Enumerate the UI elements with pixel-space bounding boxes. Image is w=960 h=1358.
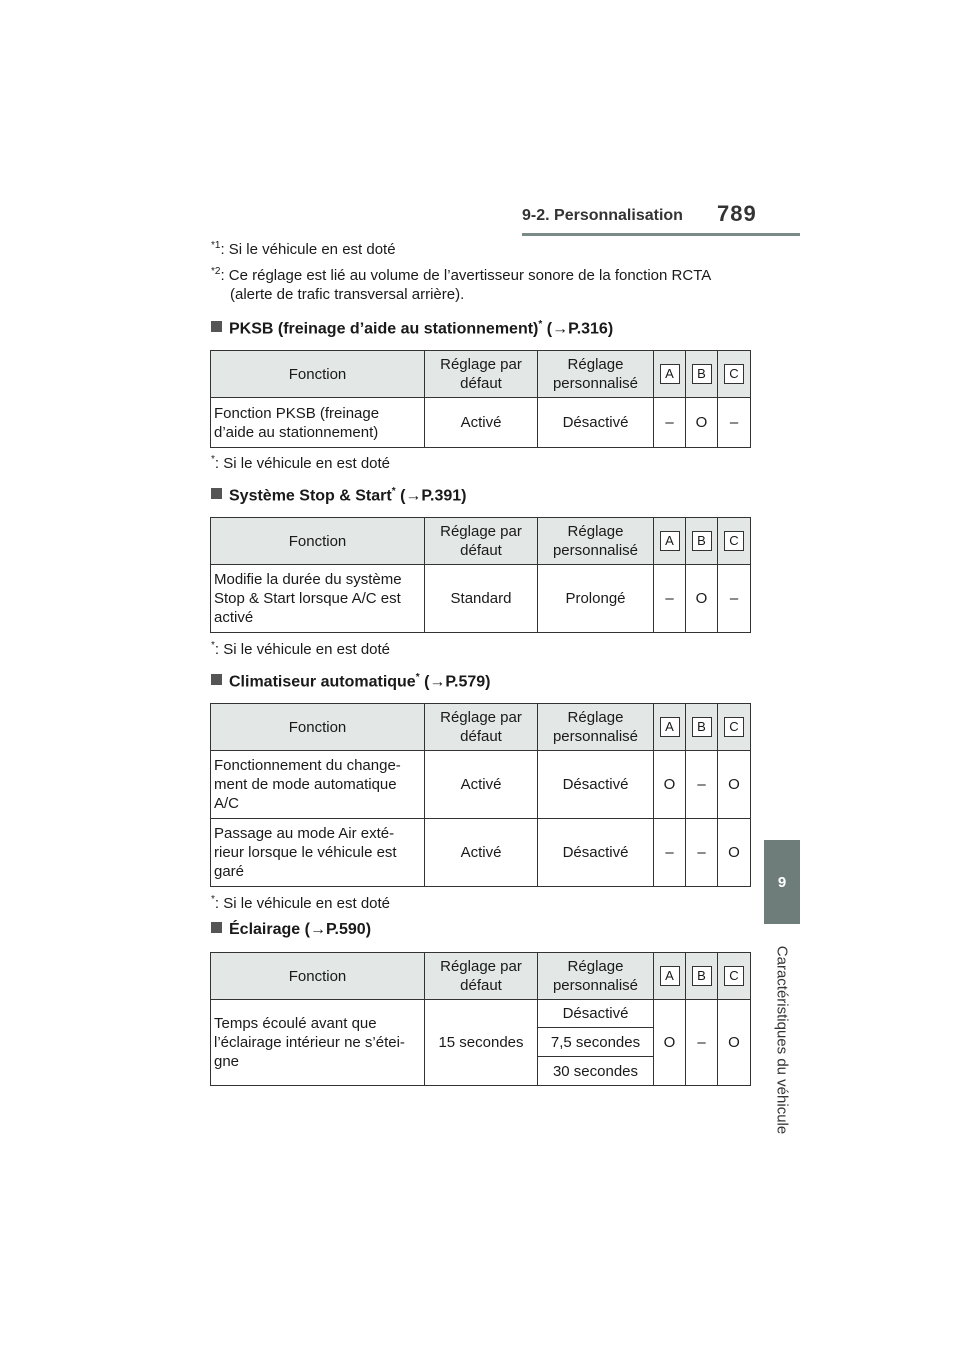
- table-row: [211, 1000, 751, 1028]
- footnote-stop-start: *: Si le véhicule en est doté: [211, 640, 391, 658]
- page-number: 789: [717, 201, 757, 226]
- header-b: [686, 704, 718, 751]
- table-row: [211, 565, 751, 633]
- table-header-row: [211, 518, 751, 565]
- table-row: [211, 398, 751, 448]
- page-reference-link[interactable]: (→P.579): [424, 673, 491, 691]
- header-c: [718, 351, 751, 398]
- section-heading-stop-start: Système Stop & Start* (→P.391): [211, 486, 466, 505]
- header-custom: Réglage personnalisé: [538, 351, 654, 398]
- table-header-row: [211, 351, 751, 398]
- cell-custom: Désactivé: [538, 751, 654, 819]
- section-title: 9-2. Personnalisation: [522, 207, 683, 224]
- section-heading-climate: Climatiseur automatique* (→P.579): [211, 672, 490, 691]
- cell-a: O: [654, 1000, 686, 1086]
- cell-c: –: [718, 565, 751, 633]
- table-row: [211, 751, 751, 819]
- bullet-square-icon: [211, 321, 222, 332]
- footnote-2: $^{*2}$: Ce réglage est lié au volume de l’avertisseur sonore de la fonction RCTA (alerte de trafic transversal arrière).: [211, 266, 711, 303]
- cell-function: Fonctionnement du change-ment de mode automatique A/C: [211, 751, 425, 819]
- header-custom: Réglage personnalisé: [538, 518, 654, 565]
- chapter-number: 9: [777, 873, 787, 891]
- badge-b: B: [692, 531, 712, 551]
- table-row: [211, 819, 751, 887]
- page-reference-link[interactable]: (→P.316): [546, 320, 614, 338]
- settings-table-pksb: [210, 350, 751, 448]
- badge-a: A: [660, 531, 680, 551]
- cell-b: –: [686, 1000, 718, 1086]
- cell-function: Passage au mode Air exté-rieur lorsque le véhicule est garé: [211, 819, 425, 887]
- cell-b: O: [686, 398, 718, 448]
- header-function: Fonction: [211, 704, 425, 751]
- cell-c: O: [718, 751, 751, 819]
- cell-custom-option: 7,5 secondes: [538, 1028, 654, 1057]
- header-function: Fonction: [211, 953, 425, 1000]
- settings-table-climate: [210, 703, 751, 887]
- header-default: Réglage par défaut: [425, 953, 538, 1000]
- section-heading-pksb: PKSB (freinage d’aide au stationnement)* (→P.316): [211, 319, 613, 338]
- cell-a: –: [654, 565, 686, 633]
- header-c: [718, 704, 751, 751]
- cell-custom: Prolongé: [538, 565, 654, 633]
- cell-default: Activé: [425, 819, 538, 887]
- cell-function: Modifie la durée du système Stop & Start lorsque A/C est activé: [211, 565, 425, 633]
- header-c: [718, 518, 751, 565]
- cell-c: O: [718, 1000, 751, 1086]
- header-a: [654, 351, 686, 398]
- cell-c: O: [718, 819, 751, 887]
- badge-a: A: [660, 364, 680, 384]
- settings-table-stop-start: [210, 517, 751, 633]
- header-a: [654, 953, 686, 1000]
- cell-custom: Désactivé: [538, 819, 654, 887]
- header-b: [686, 518, 718, 565]
- cell-default: Standard: [425, 565, 538, 633]
- badge-b: B: [692, 364, 712, 384]
- cell-function: Fonction PKSB (freinage d’aide au stationnement): [211, 398, 425, 448]
- header-b: [686, 953, 718, 1000]
- bullet-square-icon: [211, 674, 222, 685]
- table-header-row: [211, 953, 751, 1000]
- cell-b: –: [686, 751, 718, 819]
- header-function: Fonction: [211, 518, 425, 565]
- cell-a: –: [654, 819, 686, 887]
- badge-c: C: [724, 717, 744, 737]
- badge-a: A: [660, 717, 680, 737]
- badge-c: C: [724, 531, 744, 551]
- cell-a: O: [654, 751, 686, 819]
- header-c: [718, 953, 751, 1000]
- header-a: [654, 704, 686, 751]
- badge-b: B: [692, 717, 712, 737]
- badge-c: C: [724, 966, 744, 986]
- section-heading-lighting: Éclairage (→P.590): [211, 921, 371, 939]
- header-divider: [522, 233, 800, 236]
- footnote-climate: *: Si le véhicule en est doté: [211, 894, 391, 912]
- chapter-tab: [764, 840, 800, 924]
- cell-default: 15 secondes: [425, 1000, 538, 1086]
- bullet-square-icon: [211, 922, 222, 933]
- footnote-1: $^{*1}$: Si le véhicule en est doté: [211, 240, 396, 258]
- page-reference-link[interactable]: (→P.391): [400, 487, 467, 505]
- page-reference-link[interactable]: (→P.590): [304, 921, 372, 938]
- cell-custom: Désactivé: [538, 398, 654, 448]
- badge-a: A: [660, 966, 680, 986]
- header-default: Réglage par défaut: [425, 704, 538, 751]
- cell-default: Activé: [425, 398, 538, 448]
- footnote-pksb: *: Si le véhicule en est doté: [211, 454, 391, 472]
- cell-b: O: [686, 565, 718, 633]
- header-custom: Réglage personnalisé: [538, 704, 654, 751]
- badge-c: C: [724, 364, 744, 384]
- cell-c: –: [718, 398, 751, 448]
- table-header-row: [211, 704, 751, 751]
- cell-default: Activé: [425, 751, 538, 819]
- cell-custom-option: 30 secondes: [538, 1057, 654, 1086]
- cell-a: –: [654, 398, 686, 448]
- cell-function: Temps écoulé avant que l’éclairage intérieur ne s’étei-gne: [211, 1000, 425, 1086]
- header-function: Fonction: [211, 351, 425, 398]
- header-b: [686, 351, 718, 398]
- settings-table-lighting: [210, 952, 751, 1086]
- header-a: [654, 518, 686, 565]
- cell-b: –: [686, 819, 718, 887]
- bullet-square-icon: [211, 488, 222, 499]
- chapter-label: Caractéristiques du véhicule: [773, 945, 791, 1135]
- header-default: Réglage par défaut: [425, 351, 538, 398]
- cell-custom-option: Désactivé: [538, 1000, 654, 1028]
- header-default: Réglage par défaut: [425, 518, 538, 565]
- header-custom: Réglage personnalisé: [538, 953, 654, 1000]
- badge-b: B: [692, 966, 712, 986]
